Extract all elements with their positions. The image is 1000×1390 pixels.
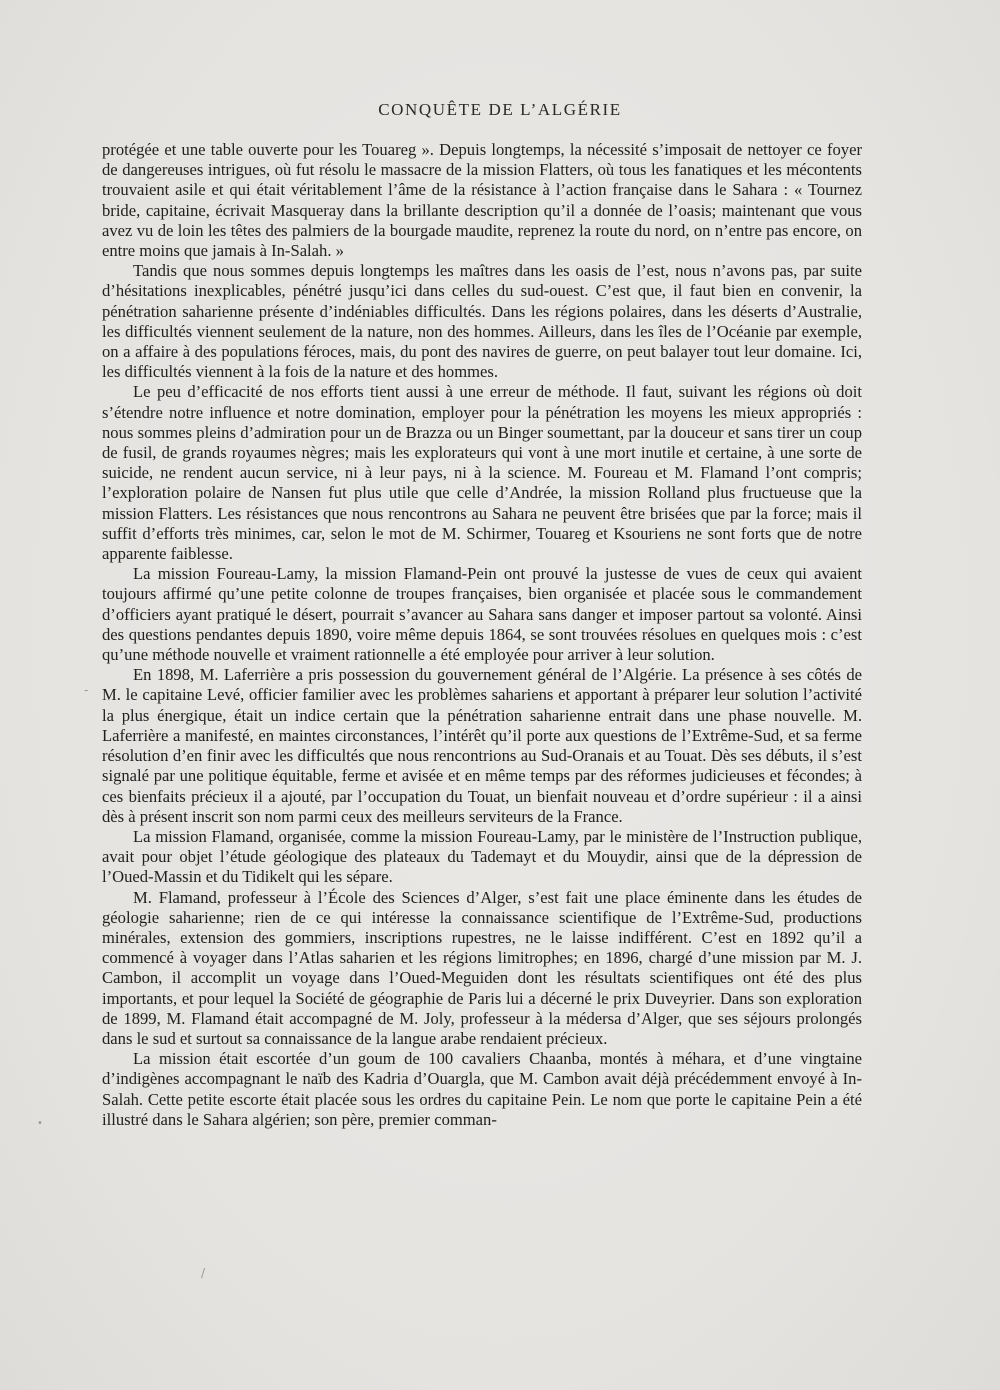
- paragraph-2: Tandis que nous sommes depuis longtemps les maîtres dans les oasis de l’est, nous n’avons pas, par suite d’hésitations inexplicables, pénétré jusqu’ici dans celles du sud-ouest. C’est que, il faut bien en convenir, la pénétration saharienne présente d’indéniables difficultés. Dans les régions polaires, dans les déserts d’Australie, les difficultés viennent seulement de la nature, non des hommes. Ailleurs, dans les îles de l’Océanie par exemple, on a affaire à des populations féroces, mais, du pont des navires de guerre, on peut balayer tout leur domaine. Ici, les difficultés viennent à la fois de la nature et des hommes.: [102, 261, 862, 382]
- page-smudge-mark: /: [201, 1266, 206, 1280]
- paragraph-6: La mission Flamand, organisée, comme la mission Foureau-Lamy, par le ministère de l’Instruction publique, avait pour objet l’étude géologique des plateaux du Tademayt et du Mouydir, ainsi que de la dépression de l’Oued-Massin et du Tidikelt qui les sépare.: [102, 826, 862, 887]
- margin-dot-mark: •: [37, 1118, 43, 1129]
- paragraph-7: M. Flamand, professeur à l’École des Sciences d’Alger, s’est fait une place éminente dans les études de géologie saharienne; rien de ce qui intéresse la connaissance scientifique de l’Extrême-Sud, productions minérales, extension des gommiers, inscriptions rupestres, ne le laisse indifférent. C’est en 1892 qu’il a commencé à voyager dans l’Atlas saharien et les régions limitrophes; en 1896, chargé d’une mission par M. J. Cambon, il accomplit un voyage dans l’Oued-Meguiden dont les résultats scientifiques ont été des plus importants, et pour lequel la Société de géographie de Paris lui a décerné le prix Duveyrier. Dans son exploration de 1899, M. Flamand était accompagné de M. Joly, professeur à la médersa d’Alger, que ses séjours prolongés dans le sud et surtout sa connaissance de la langue arabe rendaient précieux.: [102, 887, 862, 1048]
- paragraph-5: En 1898, M. Laferrière a pris possession du gouvernement général de l’Algérie. La présence à ses côtés de M. le capitaine Levé, officier familier avec les problèmes sahariens et apportant à préparer leur solution l’activité la plus énergique, était un indice certain que la pénétration saharienne entrait dans une phase nouvelle. M. Laferrière a manifesté, en maintes circonstances, l’intérêt qu’il porte aux questions de l’Extrême-Sud, et sa ferme résolution d’en finir avec les difficultés que nous rencontrions au Sud-Oranais et au Touat. Dès ses débuts, il s’est signalé par une politique équitable, ferme et avisée et en même temps par des réformes judicieuses et fécondes; à ces bienfaits précieux il a ajouté, par l’occupation du Touat, un bienfait nouveau et d’ordre supérieur : il a ainsi dès à présent inscrit son nom parmi ceux des meilleurs serviteurs de la France.: [102, 665, 862, 826]
- paragraph-3: Le peu d’efficacité de nos efforts tient aussi à une erreur de méthode. Il faut, suivant les régions où doit s’étendre notre influence et notre domination, employer pour la pénétration les moyens les mieux appropriés : nous sommes pleins d’admiration pour un de Brazza ou un Binger soumettant, par la douceur et sans tirer un coup de fusil, de grands royaumes nègres; mais les explorateurs qui vont à une mort inutile et certaine, à une sorte de suicide, ne rendent aucun service, ni à leur pays, ni à la science. M. Foureau et M. Flamand l’ont compris; l’exploration polaire de Nansen fut plus utile que celle d’Andrée, la mission Rolland plus fructueuse que la mission Flatters. Les résistances que nous rencontrons au Sahara ne peuvent être brisées que par la force; mais il suffit d’efforts très minimes, car, selon le mot de M. Schirmer, Touareg et Ksouriens ne sont forts que de notre apparente faiblesse.: [102, 382, 862, 564]
- body-text: [102, 140, 862, 1130]
- paragraph-1: protégée et une table ouverte pour les Touareg ». Depuis longtemps, la nécessité s’imposait de nettoyer ce foyer de dangereuses intrigues, où fut résolu le massacre de la mission Flatters, où tous les fanatiques et les mécontents trouvaient asile et qui était véritablement l’âme de la résistance à l’action française dans le Sahara : « Tournez bride, capitaine, écrivait Masqueray dans la brillante description qu’il a donnée de l’oasis; maintenant que vous avez vu de loin les têtes des palmiers de la bourgade maudite, reprenez la route du nord, on n’entre pas encore, on entre moins que jamais à In-Salah. »: [102, 140, 862, 261]
- running-title: CONQUÊTE DE L’ALGÉRIE: [378, 100, 622, 119]
- margin-dash-mark: -: [84, 683, 89, 697]
- paragraph-8: La mission était escortée d’un goum de 100 cavaliers Chaanba, montés à méhara, et d’une vingtaine d’indigènes accompagnant le naïb des Kadria d’Ouargla, que M. Cambon avait déjà précédemment envoyé à In-Salah. Cette petite escorte était placée sous les ordres du capitaine Pein. Le nom que porte le capitaine Pein a été illustré dans le Sahara algérien; son père, premier comman-: [102, 1049, 862, 1129]
- paragraph-4: La mission Foureau-Lamy, la mission Flamand-Pein ont prouvé la justesse de vues de ceux qui avaient toujours affirmé qu’une petite colonne de troupes françaises, bien organisée et placée sous le commandement d’officiers ayant pratiqué le désert, pourrait s’avancer au Sahara sans danger et imposer partout sa volonté. Ainsi des questions pendantes depuis 1890, voire même depuis 1864, se sont trouvées résolues en quelques mois : c’est qu’une méthode nouvelle et vraiment rationnelle a été employée pour arriver à leur solution.: [102, 564, 862, 665]
